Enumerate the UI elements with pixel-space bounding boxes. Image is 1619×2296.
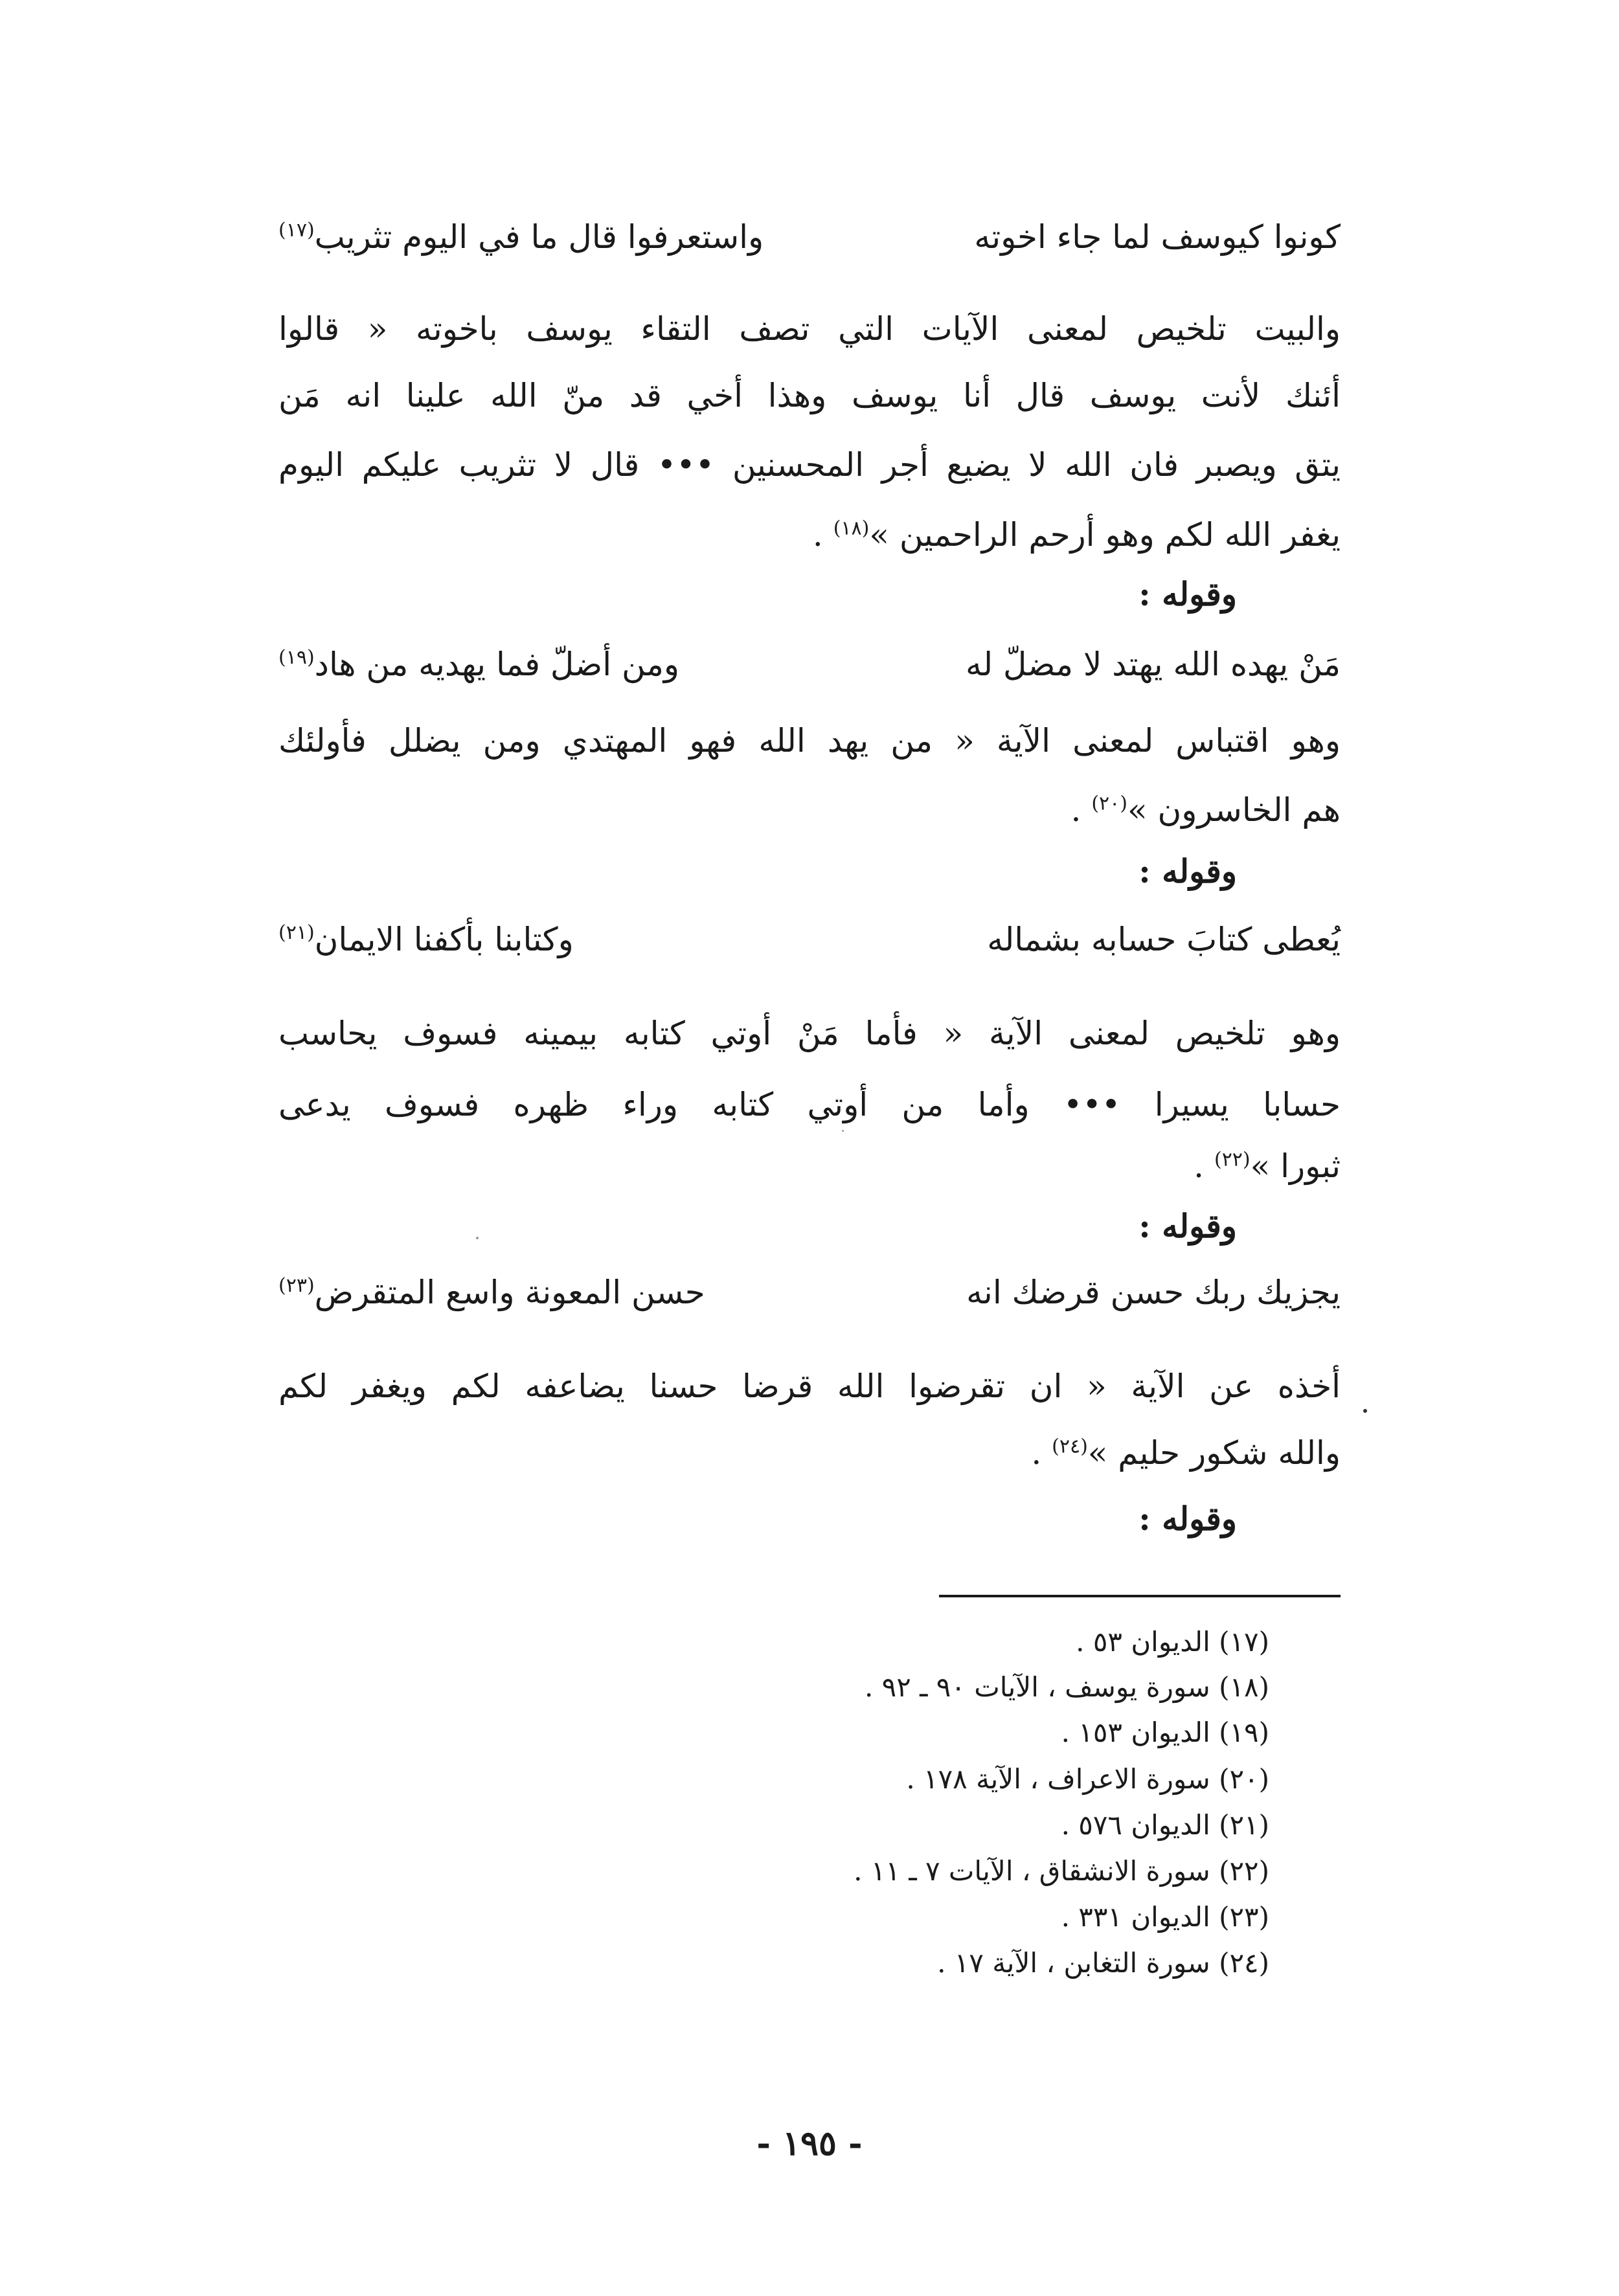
hemistich-second: واستعرفوا قال ما في اليوم تثريب(١٧) xyxy=(278,218,764,256)
section-heading: وقوله : xyxy=(1138,1207,1237,1245)
section-heading: وقوله : xyxy=(1138,852,1237,890)
scan-speck xyxy=(842,1130,844,1132)
hemistich-first: كونوا كيوسف لما جاء اخوته xyxy=(974,218,1341,256)
line-text: هم الخاسرون » xyxy=(1127,791,1341,829)
hemistich-first: يجزيك ربك حسن قرضك انه xyxy=(966,1274,1341,1311)
footnote-17: (١٧) الديوان ٥٣ . xyxy=(1076,1626,1269,1658)
footnote-ref: (٢٤) xyxy=(1052,1435,1088,1458)
hemistich-first: يُعطى كتابَ حسابه بشماله xyxy=(987,921,1341,958)
footnote-20: (٢٠) سورة الاعراف ، الآية ١٧٨ . xyxy=(906,1763,1269,1795)
line-end: . xyxy=(1031,1434,1052,1472)
verse-line-19 xyxy=(278,628,1341,701)
paragraph-line: والبيت تلخيص لمعنى الآيات التي تصف التقاء يوسف باخوته « قالوا xyxy=(278,310,1341,348)
verse-line-23 xyxy=(278,1256,1341,1329)
paragraph-line: يتق ويصبر فان الله لا يضيع أجر المحسنين ••• قال لا تثريب عليكم اليوم xyxy=(278,446,1341,484)
hemistich-second: ومن أضلّ فما يهديه من هاد(١٩) xyxy=(278,646,680,683)
line-end: . xyxy=(1070,791,1092,829)
footnote-21: (٢١) الديوان ٥٧٦ . xyxy=(1061,1809,1269,1841)
page-number: - ١٩٥ - xyxy=(756,2124,863,2163)
section-heading: وقوله : xyxy=(1138,1500,1237,1538)
footnote-ref: (٢٢) xyxy=(1214,1148,1251,1171)
footnote-22: (٢٢) سورة الانشقاق ، الآيات ٧ ـ ١١ . xyxy=(854,1855,1269,1887)
line-text: ثبورا » xyxy=(1250,1147,1341,1185)
footnote-ref: (١٨) xyxy=(833,517,870,540)
scan-speck xyxy=(476,1237,479,1239)
footnote-23: (٢٣) الديوان ٣٣١ . xyxy=(1061,1901,1269,1933)
paragraph-line: حسابا يسيرا ••• وأما من أوتي كتابه وراء ظهره فسوف يدعى xyxy=(278,1086,1341,1123)
verse-line-21 xyxy=(278,903,1341,976)
paragraph-line: أخذه عن الآية « ان تقرضوا الله قرضا حسنا يضاعفه لكم ويغفر لكم xyxy=(278,1367,1341,1405)
footnote-24: (٢٤) سورة التغابن ، الآية ١٧ . xyxy=(937,1947,1269,1979)
footnote-18: (١٨) سورة يوسف ، الآيات ٩٠ ـ ٩٢ . xyxy=(864,1671,1269,1703)
hemistich-second: وكتابنا بأكفنا الايمان(٢١) xyxy=(278,921,574,958)
line-end: . xyxy=(812,516,833,554)
line-end: . xyxy=(1194,1147,1214,1185)
footnote-ref: (٢٠) xyxy=(1091,792,1127,815)
hemistich-first: مَنْ يهده الله يهتد لا مضلّ له xyxy=(966,646,1341,683)
paragraph-line: وهو اقتباس لمعنى الآية « من يهد الله فهو المهتدي ومن يضلل فأولئك xyxy=(278,722,1341,760)
paragraph-line: أئنك لأنت يوسف قال أنا يوسف وهذا أخي قد منّ الله علينا انه مَن xyxy=(278,377,1341,414)
section-heading: وقوله : xyxy=(1138,575,1237,613)
verse-line-17 xyxy=(278,201,1341,273)
footnote-19: (١٩) الديوان ١٥٣ . xyxy=(1061,1716,1269,1748)
line-text: والله شكور حليم » xyxy=(1087,1434,1341,1472)
footnote-separator xyxy=(939,1595,1341,1597)
paragraph-line xyxy=(278,1417,1341,1489)
paragraph-line: وهو تلخيص لمعنى الآية « فأما مَنْ أوتي كتابه بيمينه فسوف يحاسب xyxy=(278,1015,1341,1052)
margin-dot xyxy=(1363,1409,1367,1413)
hemistich-second: حسن المعونة واسع المتقرض(٢٣) xyxy=(278,1274,705,1311)
line-text: يغفر الله لكم وهو أرحم الراحمين » xyxy=(869,516,1341,554)
